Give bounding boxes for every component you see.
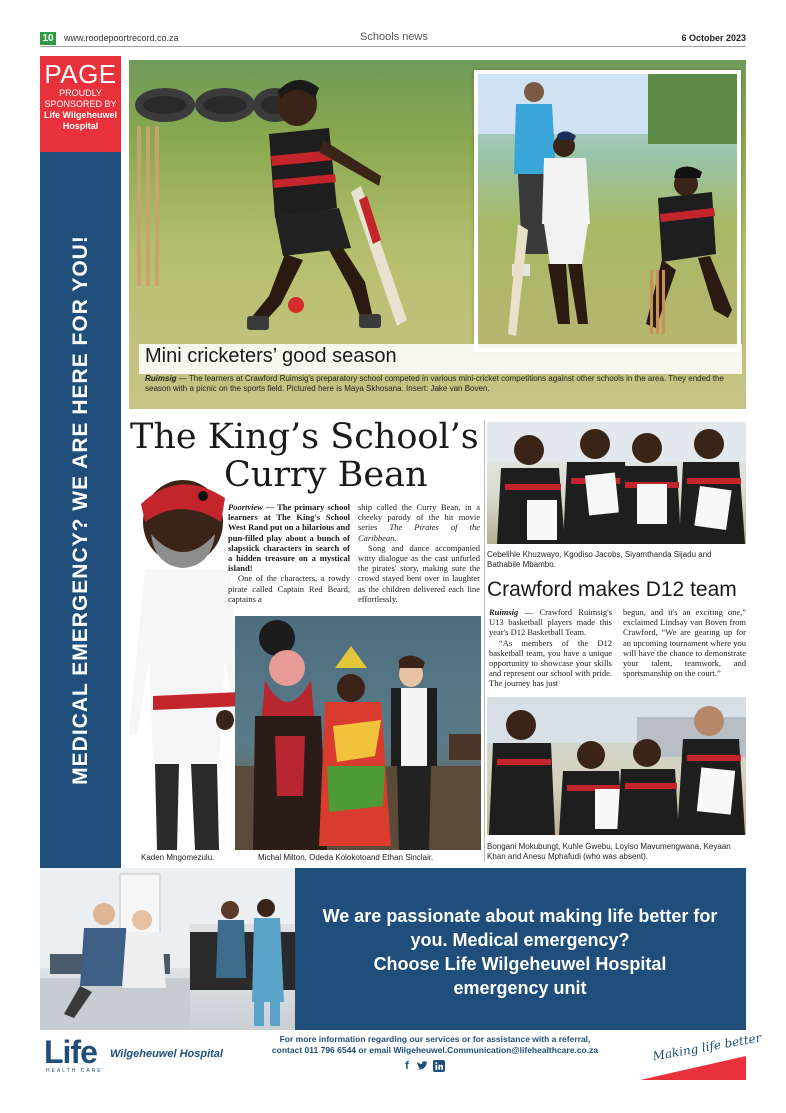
logo-word: Life <box>44 1034 97 1070</box>
cricket-place: Ruimsig <box>145 374 177 383</box>
sponsor-line-1: PROUDLY <box>59 88 102 98</box>
hospital-name: Wilgeheuwel Hospital <box>110 1048 223 1060</box>
kings-lead-text: — The primary school learners at The King's School West Rand put on a hilarious and pun-filled play about a bunch of slapstick characters in search of a hidden treasure on a mystical island! <box>228 502 350 574</box>
kings-headline-line-1: The King’s School’s <box>130 417 479 457</box>
section-title: Schools news <box>360 31 428 43</box>
kings-col2-paragraph-1 <box>358 502 480 543</box>
advert-message <box>310 904 730 1000</box>
sponsor-box <box>40 56 121 152</box>
page-number: 10 <box>40 32 56 45</box>
column-divider <box>484 420 485 862</box>
site-url[interactable]: www.roodepoortrecord.co.za <box>64 33 179 43</box>
kings-place: Poortview <box>228 502 263 512</box>
issue-date: 6 October 2023 <box>681 33 746 43</box>
kings-col2-text-a: ship called the Curry Bean, in a cheeky parody of the hit movie series <box>358 502 480 533</box>
twitter-icon[interactable] <box>416 1060 428 1072</box>
contact-line-1: For more information regarding our services or for assistance with a referral, <box>279 1034 591 1044</box>
crawford-quote: “As members of the D12 basketball team, you have a unique opportunity to showcase your skills and represent our school with pride. The journey has just <box>489 637 612 689</box>
advert-line-4: emergency unit <box>453 978 587 998</box>
sponsor-name-1: Life Wilgeheuwel <box>44 110 117 120</box>
inset-photo <box>474 70 741 352</box>
basketball-boys-figure <box>487 697 746 835</box>
kings-column-2 <box>358 502 480 604</box>
cricket-caption-text: — The learners at Crawford Ruimsig's preparatory school competed in various mini-cricket competitions against other schools in the area. They ended the season with a picnic on the sports field. Pictured here is Maya Skhosana. Insert: Jake van Boven. <box>145 374 724 393</box>
cricket-caption <box>145 374 735 394</box>
kings-col2-paragraph-2: Song and dance accompanied witty dialogue as the cast unfurled the pirates' story, making sure the crowd stayed bent over in laughter as the children delivered each line effortlessly. <box>358 542 480 604</box>
kings-paragraph-2: One of the characters, a rowdy pirate called Captain Red Beard, captains a <box>228 573 350 604</box>
hospital-advert[interactable] <box>40 868 746 1030</box>
advert-line-3: Choose Life Wilgeheuwel Hospital <box>373 954 667 974</box>
crawford-lead <box>489 607 612 638</box>
stage-photo <box>235 616 481 850</box>
cricket-photo <box>129 60 746 409</box>
page-header <box>40 31 746 47</box>
inset-players-figure <box>478 74 737 348</box>
social-links <box>401 1060 451 1074</box>
kings-column-1 <box>228 502 350 604</box>
batting-girl-figure <box>211 68 411 340</box>
advert-line-1: We are passionate about making life better for <box>322 906 718 926</box>
crawford-lead-text: — Crawford Ruimsig's U13 basketball players made this year's D12 Basketball Team. <box>489 607 612 638</box>
basketball-girls-photo <box>487 422 746 544</box>
contact-info <box>240 1034 630 1056</box>
kings-movie-title: The Pirates of the Caribbean <box>358 522 480 543</box>
kings-caption-left: Kaden Mngomezulu. <box>141 853 215 862</box>
crawford-column-1 <box>489 607 612 689</box>
slogan-text: Making life better <box>651 1030 763 1064</box>
crawford-headline: Crawford makes D12 team <box>487 578 737 601</box>
life-healthcare-logo[interactable] <box>44 1034 234 1080</box>
sponsor-sidebar <box>40 56 121 868</box>
basketball-girls-figure <box>487 422 746 544</box>
sponsor-name-2: Hospital <box>62 121 99 131</box>
stage-actors-figure <box>235 616 481 850</box>
crawford-col2-text: begun, and it's an exciting one,” exclaimed Lindsay van Boven from Crawford, “We are gearing up for an upcoming tournament where you will have the chance to demonstrate your talent, teamwork, and sportsmanship on the court.” <box>623 607 746 679</box>
stumps-icon <box>137 126 161 286</box>
kings-col2-text-b: . <box>394 532 397 543</box>
sponsor-line-2: SPONSORED BY <box>44 99 117 109</box>
vertical-banner-text: MEDICAL EMERGENCY? WE ARE HERE FOR YOU! <box>68 235 92 785</box>
crawford-place: Ruimsig <box>489 607 519 617</box>
contact-line-2[interactable]: contact 011 796 6544 or email Wilgeheuwel.Communication@lifehealthcare.co.za <box>271 1045 599 1055</box>
kings-caption-right: Michal Milton, Odeda Kolokotoand Ethan Sinclair. <box>258 853 434 862</box>
basketball-caption-top: Cebelihle Khuzwayo, Kgodiso Jacobs, Siyamthanda Sijadu and Bathabile Mbambo. <box>487 550 712 569</box>
hospital-reception-figure <box>40 868 295 1030</box>
vertical-banner <box>40 152 121 868</box>
linkedin-icon[interactable] <box>433 1060 445 1072</box>
facebook-icon[interactable]: f <box>405 1060 409 1072</box>
crawford-column-2 <box>623 607 746 678</box>
slogan-block <box>640 1030 763 1080</box>
basketball-caption-bottom: Bongani Mokubungt, Kuhle Gwebu, Loyiso Mavumengwana, Keyaan Khan and Anesu Mphafudi (who was absent). <box>487 842 731 861</box>
advert-line-2: you. Medical emergency? <box>410 930 630 950</box>
kings-headline-line-2: Curry Bean <box>224 455 428 495</box>
basketball-boys-photo <box>487 697 746 835</box>
sponsor-page-word: PAGE <box>44 59 117 89</box>
cricket-headline: Mini cricketers’ good season <box>145 345 397 367</box>
kings-lead-paragraph <box>228 502 350 573</box>
cricket-ball <box>288 297 304 313</box>
logo-subtext: HEALTH CARE <box>46 1068 103 1074</box>
advert-photo <box>40 868 295 1030</box>
